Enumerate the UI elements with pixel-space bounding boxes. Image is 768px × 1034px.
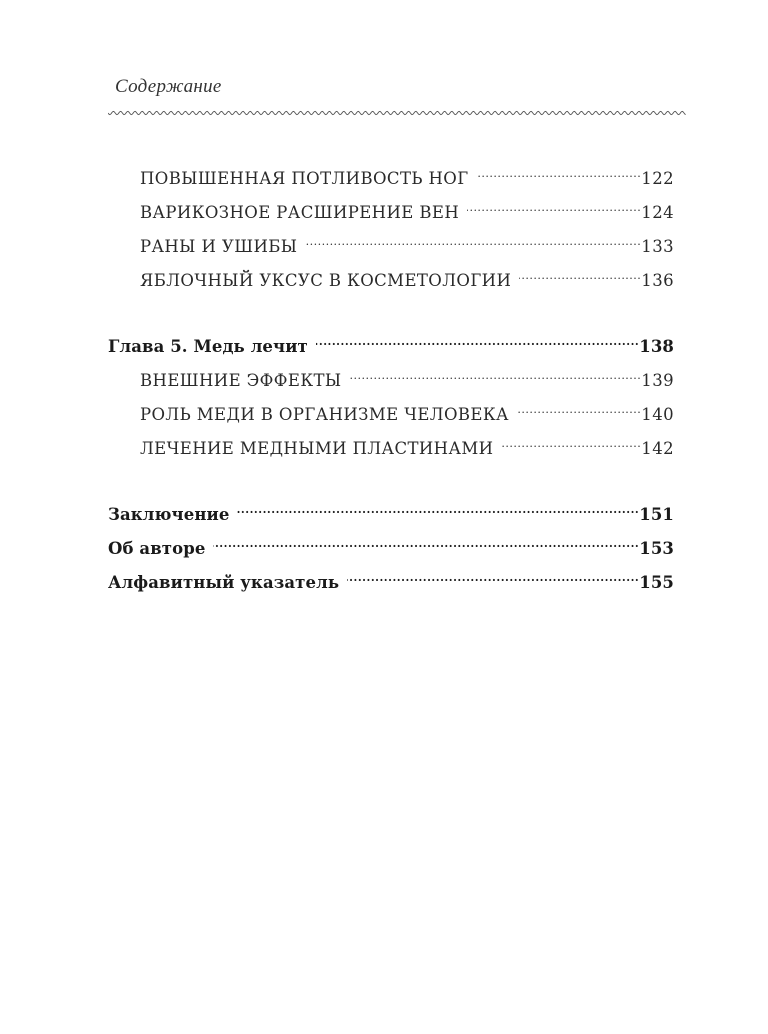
running-head-title: Содержание bbox=[115, 76, 222, 97]
toc-chapter-title: Об авторе bbox=[108, 539, 206, 558]
table-of-contents bbox=[108, 150, 674, 592]
toc-entry-page: 133 bbox=[641, 237, 674, 256]
dot-leader bbox=[467, 184, 641, 218]
toc-chapter-title: Глава 5. Медь лечит bbox=[108, 337, 308, 356]
toc-chapter-5[interactable] bbox=[108, 318, 674, 356]
toc-chapter-page: 153 bbox=[639, 539, 674, 558]
toc-entry-title: ПОВЫШЕННАЯ ПОТЛИВОСТЬ НОГ bbox=[140, 169, 469, 188]
toc-chapter-page: 138 bbox=[639, 337, 674, 356]
toc-conclusion[interactable] bbox=[108, 486, 674, 524]
toc-entry-page: 136 bbox=[641, 271, 674, 290]
dot-leader bbox=[213, 520, 639, 554]
toc-entry-page: 140 bbox=[641, 405, 674, 424]
toc-entry-title: ЯБЛОЧНЫЙ УКСУС В КОСМЕТОЛОГИИ bbox=[140, 271, 512, 290]
toc-entry-title: ВАРИКОЗНОЕ РАСШИРЕНИЕ ВЕН bbox=[140, 203, 460, 222]
dot-leader bbox=[347, 554, 639, 588]
toc-chapter-page: 155 bbox=[639, 573, 674, 592]
toc-entry-title: ЛЕЧЕНИЕ МЕДНЫМИ ПЛАСТИНАМИ bbox=[140, 439, 494, 458]
dot-leader bbox=[501, 420, 641, 454]
toc-entry-page: 139 bbox=[641, 371, 674, 390]
dot-leader bbox=[305, 218, 641, 252]
toc-entry-title: РАНЫ И УШИБЫ bbox=[140, 237, 298, 256]
toc-entry-title: ВНЕШНИЕ ЭФФЕКТЫ bbox=[140, 371, 342, 390]
dot-leader bbox=[316, 318, 639, 352]
toc-chapter-title: Заключение bbox=[108, 505, 230, 524]
dot-leader bbox=[237, 486, 639, 520]
toc-entry-page: 124 bbox=[641, 203, 674, 222]
dot-leader bbox=[517, 386, 641, 420]
dot-leader bbox=[477, 150, 642, 184]
dot-leader bbox=[519, 252, 641, 286]
toc-entry-foot-sweating[interactable] bbox=[108, 150, 674, 188]
toc-chapter-title: Алфавитный указатель bbox=[108, 573, 340, 592]
toc-entry-title: РОЛЬ МЕДИ В ОРГАНИЗМЕ ЧЕЛОВЕКА bbox=[140, 405, 509, 424]
dot-leader bbox=[350, 352, 642, 386]
toc-entry-page: 142 bbox=[641, 439, 674, 458]
wavy-divider bbox=[108, 109, 686, 117]
toc-chapter-page: 151 bbox=[639, 505, 674, 524]
toc-entry-page: 122 bbox=[641, 169, 674, 188]
